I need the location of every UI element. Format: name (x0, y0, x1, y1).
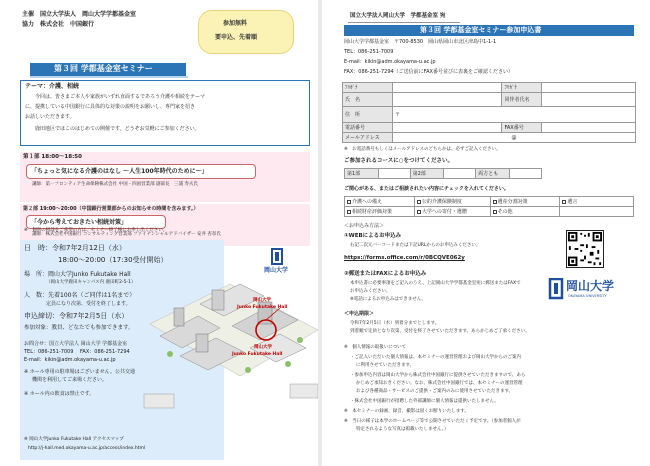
interest-table (344, 196, 634, 217)
course-2[interactable]: 第2部 (410, 169, 444, 179)
course-1-mark[interactable] (378, 169, 410, 179)
consult-note: ※ 個別の相談をご希望の方は、セミナー終了後にお申し出ください。 (24, 228, 168, 233)
fax-instr-1: 本申込書に必要事項をご記入のうえ、上記岡山大学学都基金室宛に郵送またはFAXで (350, 281, 521, 286)
web-heading: ①WEBによるお申込み (344, 233, 402, 239)
theme-line-1: 今回は、皆さまご本人や家族がいずれ直面するであろう介護や相続をテーマ (35, 94, 205, 100)
part2-title: 「今から考えておきたい相続対策」 (31, 219, 128, 226)
course-both-mark[interactable] (510, 169, 542, 179)
companion-furigana-label: ﾌﾘｶﾞﾅ (502, 83, 542, 93)
interest-care-label: 介護への備え (352, 199, 383, 205)
fax-instr-3: ※電話によるお申込みはできません。 (350, 297, 427, 302)
checkbox[interactable] (493, 210, 497, 214)
form-tel: TEL：086-251-7009 (344, 49, 394, 55)
interest-donation[interactable] (414, 207, 490, 217)
course-question: ご参加されるコースに○をつけてください。 (344, 158, 454, 164)
title-underline (30, 76, 188, 78)
web-instructions: 右記二次元バーコードまたは下記URLからのお申込みください。 (350, 243, 481, 248)
fax-heading: ②郵送またはFAXによるお申込み (344, 271, 427, 277)
interest-insurance[interactable] (414, 197, 490, 207)
interest-will[interactable] (560, 197, 634, 207)
map-label-hall: Junko Fukutake Hall (237, 305, 288, 310)
companion-label: 同伴者氏名 (502, 93, 542, 107)
contact-line-1: お問合せ：国立大学法人 岡山大学 学都基金室 (24, 341, 128, 347)
interest-other-label: その他 (497, 209, 513, 215)
okayama-logo-icon-large (548, 278, 564, 300)
interest-question: ご関心がある、またはご相談されたい内容にチェックを入れてください。 (344, 186, 509, 192)
theme-box (20, 80, 310, 146)
mail-label: メールアドレス (343, 133, 393, 143)
interest-inheritance[interactable] (490, 197, 560, 207)
event-venue-detail: （岡山大学鹿田キャンパス内 鹿田町2-5-1） (46, 280, 136, 285)
seminar-title-bar (30, 63, 186, 76)
fax-instr-2: お申込みください。 (350, 289, 391, 294)
map-link-url[interactable]: http://j-hall.med.okayama-u.ac.jp/access/index.html (28, 446, 146, 451)
interest-insurance-label: 公的介護保険制度 (421, 199, 462, 205)
interest-valuation[interactable] (345, 207, 415, 217)
hall-food-note: ※ ホール内の飲食は禁止です。 (24, 391, 95, 397)
left-page (0, 0, 318, 466)
qr-code-icon[interactable] (566, 230, 604, 268)
checkbox[interactable] (562, 200, 566, 204)
event-capacity-note: 定員になり次第、受付を終了します。 (46, 301, 131, 307)
event-time: 18:00〜20:00（17:30受付開始） (58, 256, 168, 264)
contact-line-3: E-mail：kikin@adm.okayama-u.ac.jp (24, 357, 116, 363)
companion-furigana-input[interactable] (542, 83, 636, 93)
badge-free: 参加無料 (223, 20, 248, 27)
furigana-input[interactable] (392, 83, 502, 93)
mail-input[interactable]: @ (392, 133, 635, 143)
addressee: 国立大学法人岡山大学 学都基金室 宛 (350, 13, 446, 19)
phone-label: 電話番号 (343, 123, 393, 133)
companion-input[interactable] (542, 93, 636, 107)
form-title-bar (344, 25, 634, 36)
part1-speaker: 講師：第一フロンティア生命保険株式会社 中国・四国営業部 副部長 三浦 寿夫氏 (32, 182, 198, 187)
furigana-label: ﾌﾘｶﾞﾅ (343, 83, 393, 93)
checkbox[interactable] (347, 200, 351, 204)
course-both[interactable]: 両方とも (476, 169, 510, 179)
address-label: 住 所 (343, 107, 393, 123)
checkbox[interactable] (493, 200, 497, 204)
form-title: 第３回 学都基金室セミナー参加申込書 (420, 26, 542, 34)
part2-speaker: 講師：株式会社中国銀行 コンサルティング営業部 ファイナンシャルアドバイザー 安井 杏奈氏 (32, 232, 221, 237)
seminar-title: 第３回 学都基金室セミナー (54, 64, 153, 73)
form-fax: FAX：086-251-7294（ご送信前にFAX番号並びに表裏をご確認ください） (344, 69, 513, 75)
interest-valuation-label: 相続財産評価対策 (352, 209, 393, 215)
howto-heading: ＜お申込み方法＞ (344, 223, 385, 229)
parking-note-1: ※ ホール専用の駐車場はございません。公共交通 (24, 369, 135, 375)
part1-title-box (26, 164, 256, 179)
interest-other[interactable] (490, 207, 560, 217)
campus-map (140, 244, 320, 416)
event-venue: 場 所：岡山大学Junko Fukutake Hall (24, 271, 131, 278)
event-deadline: 申込締切：令和7年2月5日（水） (24, 312, 129, 320)
mail-note: ※ お電話番号もしくはメールアドレスのどちらかは、必ずご記入ください。 (344, 147, 501, 152)
interest-inheritance-label: 遺産分割対策 (497, 199, 528, 205)
form-email: E-mail：kikin@adm.okayama-u.ac.jp (344, 59, 436, 65)
deadline-line-2: 到着順で定員となり次第、受付を終了させていただきます。あらかじめご了承ください。 (350, 329, 530, 334)
checkbox[interactable] (347, 210, 351, 214)
course-2-mark[interactable] (444, 169, 476, 179)
deadline-heading: ＜申込期限＞ (344, 311, 375, 317)
theme-line-2: に、提携している中国銀行に具体的な対策の説明をお願いし、専門家を招き (25, 104, 196, 110)
parking-note-2: 機関を利用してご来場ください。 (32, 377, 108, 383)
okayama-logo-text: 岡山大学 (264, 267, 289, 274)
okayama-logo-icon (270, 248, 284, 266)
privacy-1b: に利用させていただきます。 (356, 363, 415, 368)
address-input[interactable]: 〒 (392, 107, 635, 123)
free-badge (198, 10, 294, 54)
cooperation: 協力 株式会社 中国銀行 (22, 21, 95, 28)
okayama-logo-subtext: OKAYAMA UNIVERSITY (568, 294, 607, 298)
theme-line-3: お話しいただきます。 (25, 114, 75, 120)
badge-apply: 要申込、先着順 (215, 34, 258, 41)
privacy-1: ・ご記入いただいた個人情報は、本セミナーの運営管理および岡山大学からのご案内 (350, 355, 521, 360)
web-url-link[interactable]: https://forms.office.com/r/0BCQVE062y (344, 255, 465, 261)
privacy-5: ※ 当日の様子は本学のホームページ等で公開させていただく予定です。（参加者個人が (344, 419, 521, 424)
privacy-3: ・株式会社中国銀行が招聘した外部講師に個人情報は提供いたしません。 (350, 399, 499, 404)
fax-input[interactable] (542, 123, 636, 133)
privacy-2: ・参加申込内容は岡山大学から株式会社中国銀行に提供させていただきますので、あら (350, 373, 526, 378)
deadline-line-1: 令和7年2月5日（水）到着分までとします。 (350, 321, 440, 326)
theme-line-4: 鹿田地区ではこのはじめての開催です。どうぞお気軽にご参加ください。 (35, 126, 200, 132)
privacy-5b: 特定されるような写真は掲載いたしません。） (356, 427, 449, 432)
privacy-heading: ※ 個人情報の取扱いについて (344, 345, 407, 350)
checkbox[interactable] (417, 200, 421, 204)
interest-donation-label: 大学への寄付・遺贈 (421, 209, 467, 215)
name-input[interactable] (392, 93, 502, 107)
course-1[interactable]: 第1部 (345, 169, 379, 179)
part2-title-box (26, 215, 166, 229)
map-label-okayama-2: 岡山大学 (254, 345, 272, 350)
map-label-hall-2: Junko Fukutake Hall (232, 352, 283, 357)
event-date: 日 時：令和7年2月12日（水） (24, 244, 126, 252)
name-label: 氏 名 (343, 93, 393, 107)
event-target: 参加対象：教員、どなたでも参加できます。 (24, 325, 134, 331)
part1-title: 「ちょっと気になる介護のはなし ～人生100年時代のために～」 (31, 168, 208, 175)
fax-label: FAX番号 (502, 123, 542, 133)
phone-input[interactable] (392, 123, 502, 133)
part2-heading: 第２部 19:00〜20:00（中国銀行営業部からのお知らせの時間を含みます。） (23, 206, 199, 212)
privacy-4: ※ 本セミナーの録画、録音、撮影は固くお断りいたします。 (344, 409, 469, 414)
okayama-logo-text-large: 岡山大学 (566, 279, 615, 293)
part1-heading: 第１部 18:00〜18:50 (23, 154, 82, 160)
part1-box (20, 152, 310, 202)
form-address: 岡山大学学都基金室 〒700-8530 岡山県岡山市北区津島中1-1-1 (344, 39, 497, 45)
course-table (344, 168, 542, 179)
map-label-okayama: 岡山大学 (253, 298, 271, 303)
organizer: 主催 国立大学法人 岡山大学学都基金室 (22, 11, 137, 18)
interest-other-blank[interactable] (560, 207, 634, 217)
theme-heading: テーマ：介護、相続 (25, 83, 80, 90)
contact-line-2: TEL：086-251-7009 FAX：086-251-7294 (24, 349, 130, 355)
interest-will-label: 遺言 (567, 199, 578, 205)
privacy-2c: および各種商品・サービスのご提供・ご案内のみに使用させていただきます。 (356, 389, 514, 394)
map-link-label: ※ 岡山大学Junko Fukutake Hall アクセスマップ (24, 437, 124, 442)
addressee-line (348, 13, 460, 23)
applicant-table (342, 82, 636, 143)
interest-care[interactable] (345, 197, 415, 207)
checkbox[interactable] (417, 210, 421, 214)
privacy-2b: かじめご承知おきください。なお、株式会社中国銀行では、本セミナーの運営管理 (356, 381, 523, 386)
event-capacity: 人 数：先着100名（ご同伴は1名まで） (24, 292, 136, 299)
